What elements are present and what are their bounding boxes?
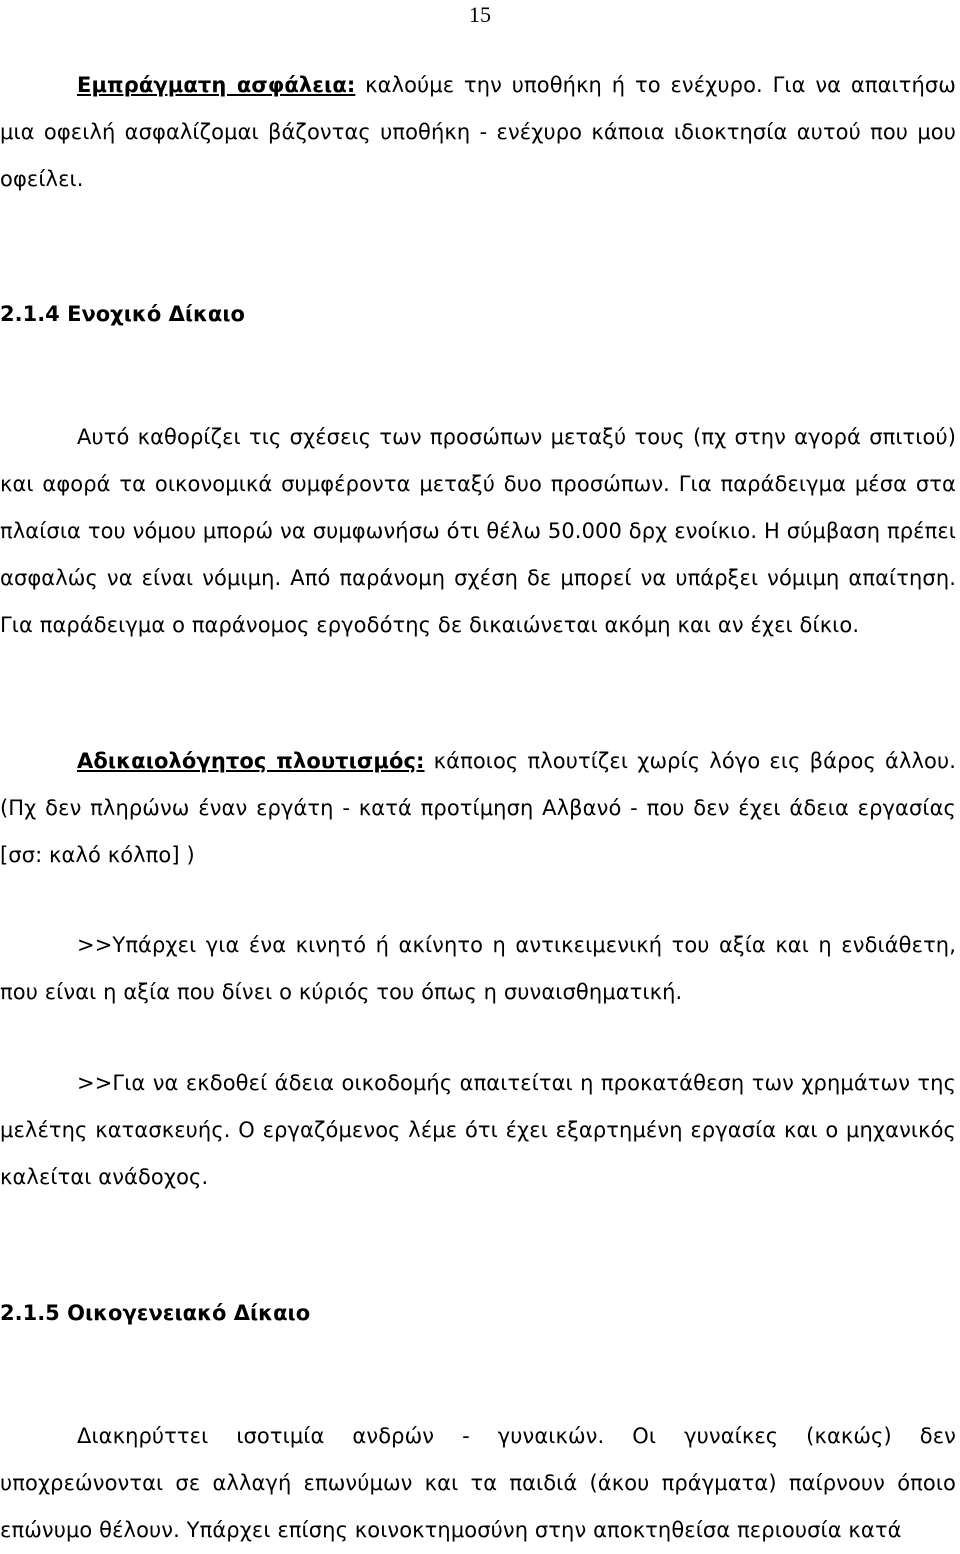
page-number: 15 <box>469 2 491 27</box>
note-value-text: >>Υπάρχει για ένα κινητό ή ακίνητο η αντικειμενική του αξία και η ενδιάθετη, που είναι η αξία που δίνει ο κύριός του όπως η συναισθηματική. <box>0 933 956 1004</box>
paragraph-obligations-text: Αυτό καθορίζει τις σχέσεις των προσώπων μεταξύ τους (πχ στην αγορά σπιτιού) και αφορά τα οικονομικά συμφέροντα μεταξύ δυο προσώπων. Για παράδειγμα μέσα στα πλαίσια του νόμου μπορώ να συμφωνήσω ότι θέλω 50.000 δρχ ενοίκιο. Η σύμβαση πρέπει ασφαλώς να είναι νόμιμη. Από παράνομη σχέση δε μπορεί να υπάρξει νόμιμη απαίτηση. Για παράδειγμα ο παράνομος εργοδότης δε δικαιώνεται ακόμη και αν έχει δίκιο. <box>0 425 956 637</box>
term-unjust-enrichment: Αδικαιολόγητος πλουτισμός: <box>77 749 425 773</box>
section-heading-2-1-4: 2.1.4 Ενοχικό Δίκαιο <box>0 302 245 326</box>
paragraph-real-security-text: καλούμε την υποθήκη ή το ενέχυρο. Για να απαιτήσω μια οφειλή ασφαλίζομαι βάζοντας υποθήκη - ενέχυρο κάποια ιδιοκτησία αυτού που μου οφείλει. <box>0 73 956 191</box>
paragraph-real-security <box>0 62 956 203</box>
paragraph-family-law-text: Διακηρύττει ισοτιμία ανδρών - γυναικών. Οι γυναίκες (κακώς) δεν υποχρεώνονται σε αλλαγή επωνύμων και τα παιδιά (άκου πράγματα) παίρνουν όποιο επώνυμο θέλουν. Υπάρχει επίσης κοινοκτημοσύνη στην αποκτηθείσα περιουσία κατά <box>0 1424 956 1542</box>
paragraph-family-law <box>0 1413 956 1554</box>
section-heading-2-1-5: 2.1.5 Οικογενειακό Δίκαιο <box>0 1301 311 1325</box>
paragraph-unjust-enrichment <box>0 738 956 879</box>
note-building-permit <box>0 1060 956 1201</box>
note-building-permit-text: >>Για να εκδοθεί άδεια οικοδομής απαιτείται η προκατάθεση των χρημάτων της μελέτης κατασκευής. Ο εργαζόμενος λέμε ότι έχει εξαρτημένη εργασία και ο μηχανικός καλείται ανάδοχος. <box>0 1071 956 1189</box>
paragraph-obligations <box>0 414 956 649</box>
term-real-security: Εμπράγματη ασφάλεια: <box>77 73 356 97</box>
paragraph-unjust-enrichment-text: κάποιος πλουτίζει χωρίς λόγο εις βάρος άλλου. (Πχ δεν πληρώνω έναν εργάτη - κατά προτίμηση Αλβανό - που δεν έχει άδεια εργασίας [σσ: καλό κόλπο] ) <box>0 749 956 867</box>
note-value <box>0 922 956 1016</box>
